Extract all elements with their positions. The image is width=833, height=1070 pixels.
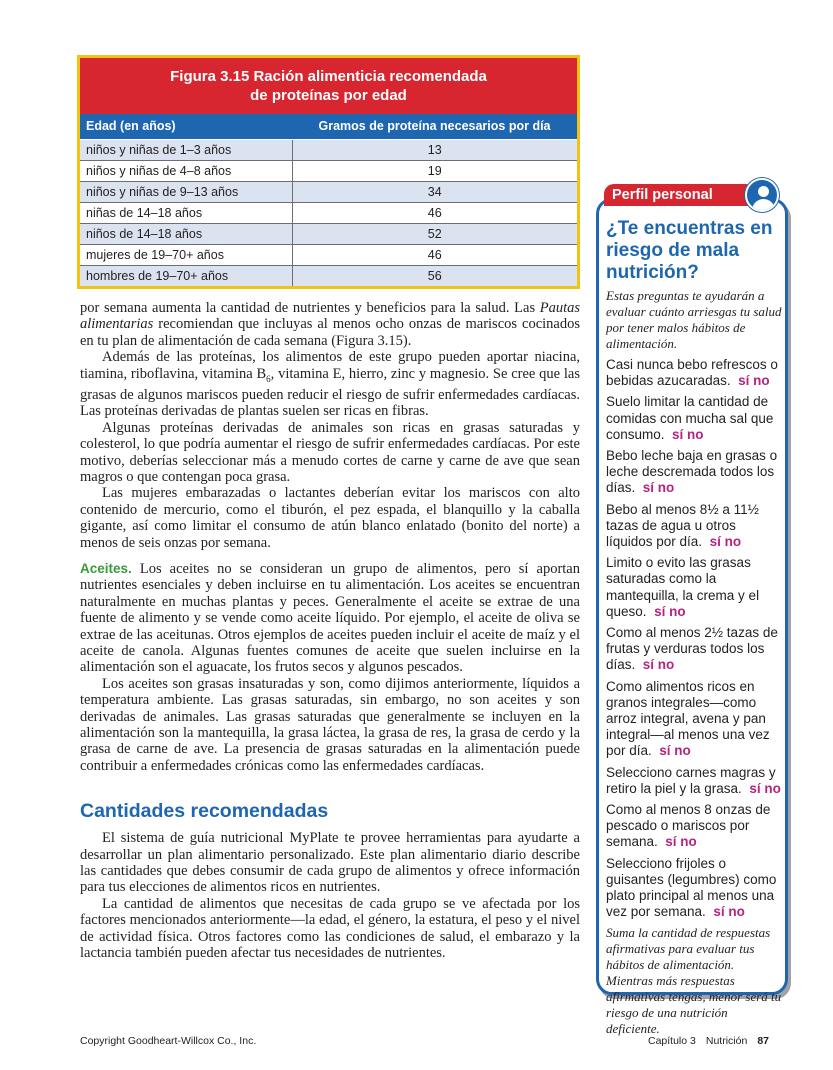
text-run: recomiendan que incluyas al menos ocho onzas de mariscos cocinados en tu plan de alimentación de cada semana (Figura 3.15). bbox=[80, 316, 580, 349]
question-text: Como al menos 2½ tazas de frutas y verduras todos los días. bbox=[606, 625, 778, 673]
main-text-column bbox=[80, 300, 580, 962]
table-header-row bbox=[80, 114, 577, 139]
sidebar-questions bbox=[606, 357, 784, 921]
table-row bbox=[80, 139, 577, 160]
text-run: por semana aumenta la cantidad de nutrientes y beneficios para la salud. Las bbox=[80, 300, 540, 316]
sidebar-content bbox=[606, 218, 784, 1037]
cell-grams: 46 bbox=[292, 202, 577, 223]
question-text: Casi nunca bebo refrescos o bebidas azucaradas. bbox=[606, 357, 778, 389]
cell-grams: 46 bbox=[292, 244, 577, 265]
sidebar-tab-label: Perfil personal bbox=[604, 184, 756, 206]
chapter-label: Capítulo 3 bbox=[648, 1035, 696, 1047]
cell-grams: 19 bbox=[292, 160, 577, 181]
paragraph bbox=[80, 561, 580, 676]
sidebar-question bbox=[606, 856, 784, 921]
yes-no-choice: sí no bbox=[642, 480, 675, 496]
yes-no-choice: sí no bbox=[642, 657, 675, 673]
table-row bbox=[80, 202, 577, 223]
text-run: , vitamina E, hierro, zinc y magnesio. Se cree que las grasas de algunos mariscos pueden reducir el riesgo de sufrir enfermedades cardíacas. Las proteínas derivadas de plantas suelen ser ricas en fibras. bbox=[80, 365, 580, 420]
cell-age: niños y niñas de 4–8 años bbox=[80, 160, 292, 181]
cell-age: niñas de 14–18 años bbox=[80, 202, 292, 223]
question-text: Bebo leche baja en grasas o leche descremada todos los días. bbox=[606, 448, 778, 496]
page-footer bbox=[648, 1035, 769, 1047]
run-in-heading-aceites: Aceites. bbox=[80, 560, 132, 576]
question-text: Como al menos 8 onzas de pescado o mariscos por semana. bbox=[606, 802, 771, 850]
sidebar-question bbox=[606, 555, 784, 620]
paragraph: Algunas proteínas derivadas de animales son ricas en grasas saturadas y colesterol, lo que podría aumentar el riesgo de sufrir enfermedades cardíacas. Por este motivo, deberías seleccionar más a menudo cortes de carne y carne de ave que sean magros o que contengan poca grasa. bbox=[80, 419, 580, 485]
table-row bbox=[80, 181, 577, 202]
yes-no-choice: sí no bbox=[713, 904, 745, 920]
table-body bbox=[80, 139, 577, 286]
paragraph bbox=[80, 349, 580, 420]
person-icon bbox=[745, 178, 779, 212]
protein-table bbox=[80, 114, 577, 286]
figure-title-line2: de proteínas por edad bbox=[250, 87, 407, 104]
cell-grams: 13 bbox=[292, 139, 577, 160]
sidebar-question bbox=[606, 357, 784, 389]
text-run: Además de las proteínas, los alimentos de este grupo pueden aportar niacina, tiamina, riboflavina, vitamina B bbox=[80, 349, 580, 382]
question-text: Bebo al menos 8½ a 11½ tazas de agua u otros líquidos por día. bbox=[606, 501, 759, 550]
question-text: Suelo limitar la cantidad de comidas con mucha sal que consumo. bbox=[606, 394, 774, 442]
sidebar-question bbox=[606, 448, 784, 497]
paragraph: Las mujeres embarazadas o lactantes deberían evitar los mariscos con alto contenido de mercurio, como el tiburón, el pez espada, el blanquillo y la caballa gigante, así como limitar el consumo de atún blanco enlatado (bonito del norte) a menos de seis onzas por semana. bbox=[80, 485, 580, 551]
figure-title-line1: Figura 3.15 Ración alimenticia recomendada bbox=[170, 68, 487, 85]
yes-no-choice: sí no bbox=[709, 534, 742, 550]
section-heading: Cantidades recomendadas bbox=[80, 800, 329, 823]
copyright: Copyright Goodheart-Willcox Co., Inc. bbox=[80, 1035, 257, 1047]
page-number: 87 bbox=[757, 1035, 769, 1047]
paragraph: El sistema de guía nutricional MyPlate te provee herramientas para ayudarte a desarrollar un plan alimentario personalizado. Este plan alimentario diario describe las cantidades que debes consumir de cada grupo de alimentos y ofrece información para tus elecciones de alimentos ricos en nutrientes. bbox=[80, 830, 580, 896]
cell-age: hombres de 19–70+ años bbox=[80, 265, 292, 286]
cell-grams: 56 bbox=[292, 265, 577, 286]
yes-no-choice: sí no bbox=[672, 426, 704, 442]
yes-no-choice: sí no bbox=[665, 834, 697, 850]
figure-3-15 bbox=[77, 55, 580, 289]
sidebar-question bbox=[606, 394, 784, 443]
sidebar-question bbox=[606, 802, 784, 851]
sidebar-question bbox=[606, 502, 784, 551]
yes-no-choice: sí no bbox=[749, 780, 781, 796]
chapter-name: Nutrición bbox=[705, 1035, 748, 1047]
italic-title: Pautas alimentarias bbox=[80, 300, 580, 333]
sidebar-intro: Estas preguntas te ayudarán a evaluar cuánto arriesgas tu salud por tener malos hábitos de alimentación. bbox=[606, 288, 782, 351]
paragraph: Los aceites son grasas insaturadas y son, como dijimos anteriormente, líquidos a temperatura ambiente. Las grasas saturadas, sin embargo, no son aceites y son derivadas de animales. Las grasas saturadas que generalmente se incluyen en la alimentación son la mantequilla, la grasa láctea, la grasa de res, la grasa de cerdo y la grasa de carne de ave. La presencia de grasas saturadas en la alimentación puede contribuir a enfermedades crónicas como las enfermedades cardíacas. bbox=[80, 675, 580, 774]
yes-no-choice: sí no bbox=[659, 743, 691, 759]
column-header-grams: Gramos de proteína necesarios por día bbox=[292, 114, 577, 139]
table-row bbox=[80, 223, 577, 244]
column-header-age: Edad (en años) bbox=[80, 114, 292, 139]
figure-title bbox=[80, 58, 577, 114]
cell-grams: 52 bbox=[292, 223, 577, 244]
question-text: Selecciono frijoles o guisantes (legumbres) como plato principal al menos una vez por semana. bbox=[606, 855, 777, 920]
person-icon-head bbox=[758, 186, 769, 197]
cell-grams: 34 bbox=[292, 181, 577, 202]
table-row bbox=[80, 265, 577, 286]
question-text: Selecciono carnes magras y retiro la piel y la grasa. bbox=[606, 764, 776, 796]
text-run: Los aceites no se consideran un grupo de alimentos, pero sí aportan nutrientes esenciales y deben incluirse en tu alimentación. Los aceites se encuentran naturalmente en muchas plantas y peces. Generalmente el aceite se extrae de una fuente de alimento y se vende como aceite líquido. Por ejemplo, el aceite de oliva se extrae de las aceitunas. Otros ejemplos de aceites pueden incluir el aceite de maíz y el aceite de canola. Algunas fuentes comunes de aceite que suelen incluirse en la alimentación son el aguacate, los frutos secos y algunos pescados. bbox=[80, 560, 580, 676]
cell-age: niños de 14–18 años bbox=[80, 223, 292, 244]
paragraph: La cantidad de alimentos que necesitas de cada grupo se ve afectada por los factores mencionados anteriormente—la edad, el género, la estatura, el peso y el nivel de actividad física. Otros factores como las condiciones de salud, el embarazo y la lactancia también pueden afectar tus necesidades de nutrientes. bbox=[80, 895, 580, 962]
sidebar-question bbox=[606, 625, 784, 674]
cell-age: niños y niñas de 1–3 años bbox=[80, 139, 292, 160]
yes-no-choice: sí no bbox=[738, 373, 770, 389]
sidebar-question bbox=[606, 765, 784, 797]
cell-age: mujeres de 19–70+ años bbox=[80, 244, 292, 265]
paragraph bbox=[80, 300, 580, 349]
sidebar-outro: Suma la cantidad de respuestas afirmativas para evaluar tus hábitos de alimentación. Mientras más respuestas afirmativas tengas, menor será tu riesgo de una nutrición deficiente. bbox=[606, 924, 782, 1036]
table-row bbox=[80, 244, 577, 265]
subscript: 6 bbox=[266, 373, 271, 384]
yes-no-choice: sí no bbox=[654, 603, 686, 619]
sidebar-title: ¿Te encuentras en riesgo de mala nutrición? bbox=[606, 218, 773, 283]
question-text: Como alimentos ricos en granos integrales—como arroz integral, avena y pan integral—al menos una vez por día. bbox=[606, 678, 770, 759]
cell-age: niños y niñas de 9–13 años bbox=[80, 181, 292, 202]
sidebar-question bbox=[606, 679, 784, 760]
question-text: Limito o evito las grasas saturadas como la mantequilla, la crema y el queso. bbox=[606, 555, 760, 619]
table-row bbox=[80, 160, 577, 181]
